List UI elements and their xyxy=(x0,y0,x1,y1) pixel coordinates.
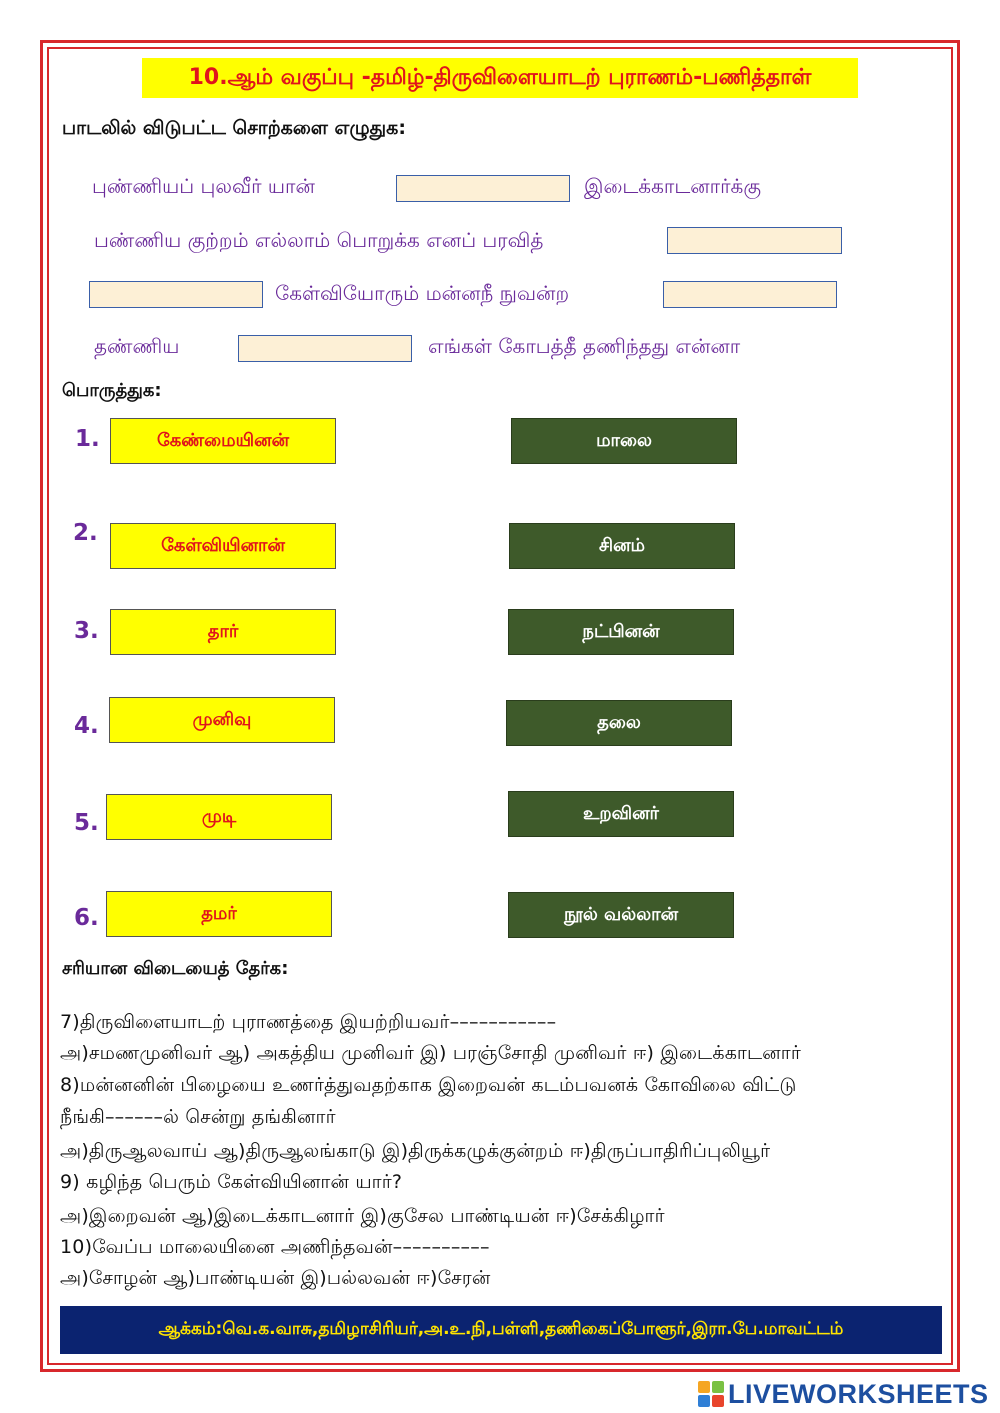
verse-line-1-start: புண்ணியப் புலவீர் யான் xyxy=(92,174,315,198)
worksheet-title: 10.ஆம் வகுப்பு -தமிழ்-திருவிளையாடற் புராணம்-பணித்தாள் xyxy=(142,58,858,98)
verse-blank-3[interactable] xyxy=(89,281,263,308)
match-left-item-4[interactable]: முனிவு xyxy=(109,697,335,743)
match-section-heading: பொருத்துக: xyxy=(62,380,162,401)
verse-blank-4[interactable] xyxy=(663,281,837,308)
liveworksheets-wordmark: LIVEWORKSHEETS xyxy=(728,1378,989,1409)
mcq-options-7[interactable]: அ)சமணமுனிவர் ஆ) அகத்திய முனிவர் இ) பரஞ்சோதி முனிவர் ஈ) இடைக்காடனார் xyxy=(60,1042,801,1064)
verse-line-2-start: பண்ணிய குற்றம் எல்லாம் பொறுக்க எனப் பரவித் xyxy=(94,228,544,252)
liveworksheets-logo-icon xyxy=(698,1381,724,1407)
match-number-5: 5. xyxy=(74,810,99,836)
verse-line-1-end: இடைக்காடனார்க்கு xyxy=(584,174,761,198)
match-number-2: 2. xyxy=(73,520,98,546)
match-right-item-3[interactable]: நட்பினன் xyxy=(508,609,734,655)
mcq-section-heading: சரியான விடையைத் தேர்க: xyxy=(62,958,289,979)
match-right-item-6[interactable]: நூல் வல்லான் xyxy=(508,892,734,938)
verse-line-4-end: எங்கள் கோபத்தீ தணிந்தது என்னா xyxy=(428,334,741,358)
match-left-item-2[interactable]: கேள்வியினான் xyxy=(110,523,336,569)
verse-blank-2[interactable] xyxy=(667,227,842,254)
match-left-item-6[interactable]: தமர் xyxy=(106,891,332,937)
mcq-question-8-line-2: நீங்கி––––––ல் சென்று தங்கினார் xyxy=(60,1106,336,1128)
match-left-item-3[interactable]: தார் xyxy=(110,609,336,655)
match-left-item-5[interactable]: முடி xyxy=(106,794,332,840)
mcq-question-10: 10)வேப்ப மாலையினை அணிந்தவன்–––––––––– xyxy=(60,1236,490,1258)
verse-blank-1[interactable] xyxy=(396,175,570,202)
match-right-item-2[interactable]: சினம் xyxy=(509,523,735,569)
mcq-question-8-line-1: 8)மன்னனின் பிழையை உணர்த்துவதற்காக இறைவன் கடம்பவனக் கோவிலை விட்டு xyxy=(60,1074,797,1096)
match-number-4: 4. xyxy=(74,713,99,739)
mcq-question-9: 9) கழிந்த பெரும் கேள்வியினான் யார்? xyxy=(60,1171,403,1193)
mcq-question-7: 7)திருவிளையாடற் புராணத்தை இயற்றியவர்––––––––––– xyxy=(60,1011,557,1033)
match-right-item-5[interactable]: உறவினர் xyxy=(508,791,734,837)
verse-line-4-start: தண்ணிய xyxy=(94,334,180,358)
mcq-options-8[interactable]: அ)திருஆலவாய் ஆ)திருஆலங்காடு இ)திருக்கழுக்குன்றம் ஈ)திருப்பாதிரிப்புலியூர் xyxy=(60,1140,771,1162)
mcq-options-10[interactable]: அ)சோழன் ஆ)பாண்டியன் இ)பல்லவன் ஈ)சேரன் xyxy=(60,1267,491,1289)
liveworksheets-brand xyxy=(698,1378,989,1410)
match-right-item-4[interactable]: தலை xyxy=(506,700,732,746)
match-left-item-1[interactable]: கேண்மையினன் xyxy=(110,418,336,464)
verse-blank-5[interactable] xyxy=(238,335,412,362)
verse-line-3-middle: கேள்வியோரும் மன்னநீ நுவன்ற xyxy=(275,281,570,305)
match-right-item-1[interactable]: மாலை xyxy=(511,418,737,464)
fill-section-heading: பாடலில் விடுபட்ட சொற்களை எழுதுக: xyxy=(62,117,406,139)
author-footer: ஆக்கம்:வெ.க.வாசு,தமிழாசிரியர்,அ.உ.நி,பள்ளி,தணிகைப்போளூர்,இரா.பே.மாவட்டம் xyxy=(60,1306,942,1354)
match-number-1: 1. xyxy=(75,426,100,452)
match-number-3: 3. xyxy=(74,618,99,644)
mcq-options-9[interactable]: அ)இறைவன் ஆ)இடைக்காடனார் இ)குசேல பாண்டியன் ஈ)சேக்கிழார் xyxy=(60,1205,665,1227)
match-number-6: 6. xyxy=(74,905,99,931)
